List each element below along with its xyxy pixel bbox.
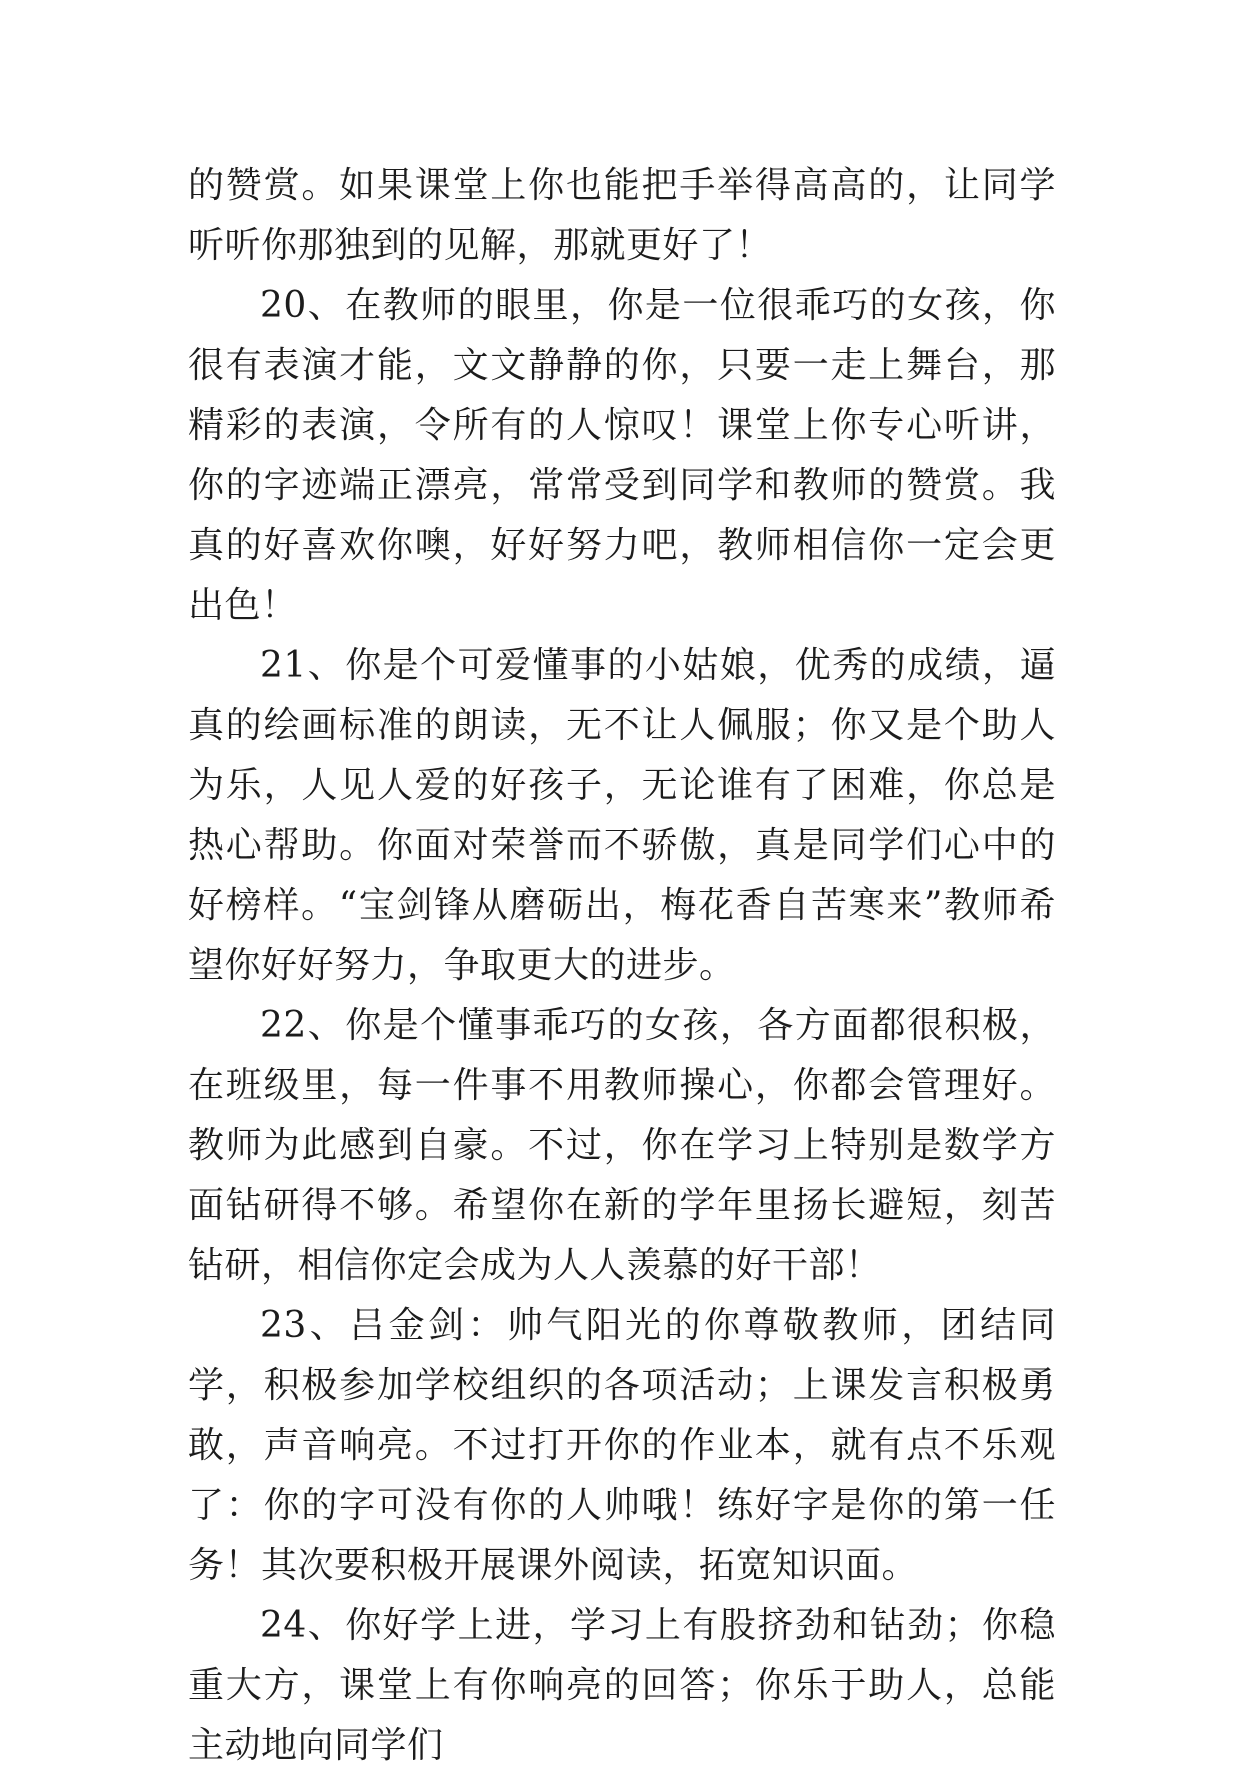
paragraph-continuation: 的赞赏。如果课堂上你也能把手举得高高的，让同学听听你那独到的见解，那就更好了！ — [188, 165, 1056, 266]
paragraph-comment-24: 24、你好学上进，学习上有股挤劲和钻劲；你稳重大方，课堂上有你响亮的回答；你乐于助人，总能主动地向同学们 — [188, 1605, 1056, 1766]
document-body — [188, 156, 1056, 1776]
paragraph-comment-22: 22、你是个懂事乖巧的女孩，各方面都很积极，在班级里，每一件事不用教师操心，你都会管理好。教师为此感到自豪。不过，你在学习上特别是数学方面钻研得不够。希望你在新的学年里扬长避短，刻苦钻研，相信你定会成为人人羡慕的好干部！ — [188, 1005, 1056, 1286]
paragraph-comment-23: 23、吕金剑：帅气阳光的你尊敬教师，团结同学，积极参加学校组织的各项活动；上课发言积极勇敢，声音响亮。不过打开你的作业本，就有点不乐观了：你的字可没有你的人帅哦！练好字是你的第一任务！其次要积极开展课外阅读，拓宽知识面。 — [188, 1305, 1056, 1586]
paragraph-comment-21: 21、你是个可爱懂事的小姑娘，优秀的成绩，逼真的绘画标准的朗读，无不让人佩服；你又是个助人为乐，人见人爱的好孩子，无论谁有了困难，你总是热心帮助。你面对荣誉而不骄傲，真是同学们心中的好榜样。“宝剑锋从磨砺出，梅花香自苦寒来”教师希望你好好努力，争取更大的进步。 — [188, 645, 1056, 986]
paragraph-comment-20: 20、在教师的眼里，你是一位很乖巧的女孩，你很有表演才能，文文静静的你，只要一走上舞台，那精彩的表演，令所有的人惊叹！课堂上你专心听讲，你的字迹端正漂亮，常常受到同学和教师的赞赏。我真的好喜欢你噢，好好努力吧，教师相信你一定会更出色！ — [188, 285, 1056, 626]
